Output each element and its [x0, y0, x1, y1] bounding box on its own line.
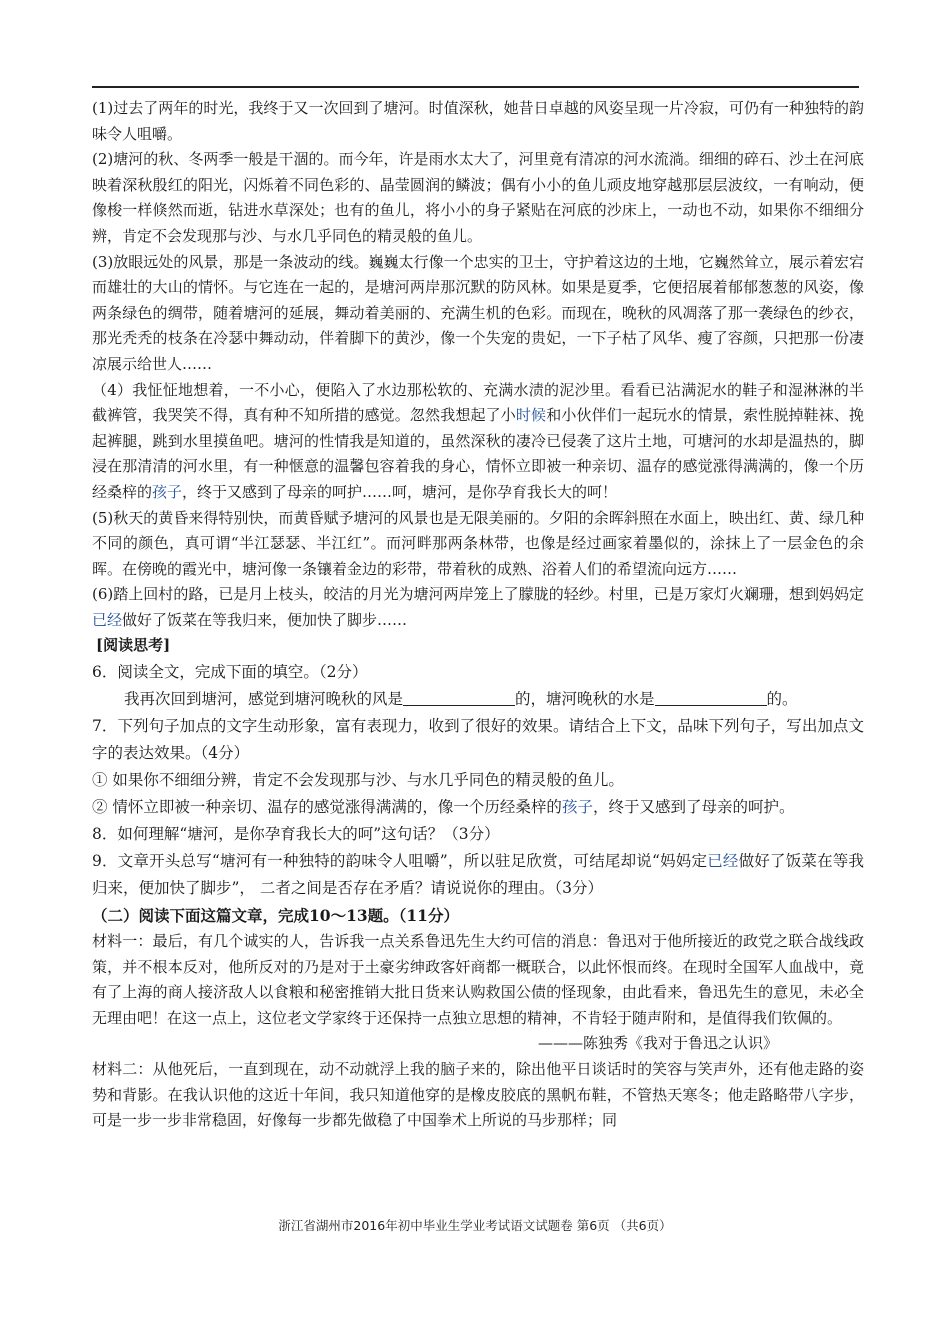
- passage-paragraph-4: [92, 378, 864, 506]
- passage-paragraph-1: (1)过去了两年的时光，我终于又一次回到了塘河。时值深秋，她昔日卓越的风姿呈现一片冷寂，可仍有一种独特的韵味令人咀嚼。: [92, 99, 864, 143]
- q6-blank-1[interactable]: [403, 690, 515, 706]
- passage-paragraph-3: (3)放眼远处的风景，那是一条波动的线。巍巍太行像一个忠实的卫士，守护着这边的土地，它巍然耸立，展示着宏宕而雄壮的大山的情怀。与它连在一起的，是塘河两岸那沉默的防风林。如果是夏季，它便招展着郁郁葱葱的风姿，像两条绿色的绸带，随着塘河的延展，舞动着美丽的、充满生机的色彩。而现在，晚秋的风凋落了那一袭绿色的纱衣，那光秃秃的枝条在冷瑟中舞动动，伴着脚下的黄沙，像一个失宠的贵妃，一下子枯了风华、瘦了容颜，只把那一份凄凉展示给世人……: [92, 252, 864, 373]
- page-content: [92, 96, 864, 1134]
- material-2: 材料二：从他死后，一直到现在，动不动就浮上我的脑子来的，除出他平日谈话时的笑容与笑声外，还有他走路的姿势和背影。在我认识他的这近十年间，我只知道他穿的是橡皮胶底的黑帆布鞋，不管热天寒冬；他走路略带八字步，可是一步一步非常稳固，好像每一步都先做稳了中国拳术上所说的马步那样；同: [92, 1060, 864, 1130]
- question-6-fill: [92, 686, 864, 713]
- p4-text-c: ，终于又感到了母亲的呵护……呵，塘河，是你孕育我长大的呵！: [182, 482, 618, 501]
- question-7-label: 7．下列句子加点的文字生动形象，富有表现力，收到了很好的效果。请结合上下文，品味下列句子，写出加点文字的表达效果。（4分）: [92, 717, 864, 763]
- p4-text-b: 和小伙伴们一起玩水的情景，索性脱掉鞋袜、挽起裤腿，跳到水里摸鱼吧。塘河的性情我是知道的，虽然深秋的凄冷已侵袭了这片土地，可塘河的水却是温热的，脚浸在那清清的河水里，有一种惬意的温馨包容着我的身心，情怀立即被一种亲切、温存的感觉涨得满满的，像一个历经桑梓的: [92, 406, 864, 501]
- q6-part-3: 的。: [766, 690, 798, 709]
- passage-paragraph-6: [92, 582, 864, 633]
- p4-highlight-1: 时候: [515, 406, 547, 425]
- q6-part-1: 我再次回到塘河，感觉到塘河晚秋的风是: [124, 690, 404, 709]
- question-9: [92, 848, 864, 902]
- q9-highlight: 已经: [707, 852, 739, 871]
- q6-part-2: 的，塘河晚秋的水是: [515, 690, 655, 709]
- page-footer: 浙江省湖州市2016年初中毕业生学业考试语文试题卷 第6页 （共6页）: [278, 1218, 672, 1233]
- q9-text-b: 做好了饭菜在等我归来，便加快了脚步”， 二者之间是否存在矛盾？请说说你的理由。（3分）: [92, 852, 864, 898]
- q6-blank-2[interactable]: [655, 690, 767, 706]
- q7-item2-highlight: 孩子: [561, 798, 593, 817]
- p6-highlight: 已经: [92, 610, 123, 629]
- question-8: 8．如何理解“塘河，是你孕育我长大的呵”这句话？（3分）: [92, 825, 500, 844]
- section-2-heading: （二）阅读下面这篇文章，完成10～13题。（11分）: [92, 906, 459, 926]
- passage-paragraph-2: (2)塘河的秋、冬两季一般是干涸的。而今年，许是雨水太大了，河里竟有清凉的河水流淌。细细的碎石、沙土在河底映着深秋殷红的阳光，闪烁着不同色彩的、晶莹圆润的鳞波；偶有小小的鱼儿顽皮地穿越那层层波纹，一有响动，便像梭一样倏然而逝，钻进水草深处；也有的鱼儿，将小小的身子紧贴在河底的沙床上，一动也不动，如果你不细细分辨，肯定不会发现那与沙、与水几乎同色的精灵般的鱼儿。: [92, 150, 864, 245]
- reading-section-heading: [阅读思考]: [96, 636, 171, 655]
- p6-text-a: (6)踏上回村的路，已是月上枝头，皎洁的月光为塘河两岸笼上了朦胧的轻纱。村里，已是万家灯火斓珊，想到妈妈定: [92, 585, 864, 604]
- material-1: 材料一：最后，有几个诚实的人，告诉我一点关系鲁迅先生大约可信的消息：鲁迅对于他所接近的政党之联合战线政策，并不根本反对，他所反对的乃是对于土豪劣绅政客奸商都一概联合，以此怀恨而终。在现时全国军人血战中，竟有了上海的商人接济敌人以食粮和秘密推销大批日货来认购救国公债的怪现象，由此看来，鲁迅先生的意见，未必全无理由吧！在这一点上，这位老文学家终于还保持一点独立思想的精神，不肯轻于随声附和，是值得我们钦佩的。: [92, 932, 864, 1027]
- question-7-item-2: [92, 794, 864, 821]
- p4-text-a: （4）我怔怔地想着，一不小心，便陷入了水边那松软的、充满水渍的泥沙里。看看已沾满泥水的鞋子和湿淋淋的半截裤管，我哭笑不得，真有种不知所措的感觉。忽然我想起了小: [92, 380, 864, 425]
- question-6-label: 6．阅读全文，完成下面的填空。（2分）: [92, 663, 368, 682]
- q7-item2-text-b: ，终于又感到了母亲的呵护。: [592, 798, 795, 817]
- p4-highlight-2: 孩子: [152, 482, 183, 501]
- p6-text-b: 做好了饭菜在等我归来，便加快了脚步……: [122, 610, 408, 629]
- q9-text-a: 9．文章开头总写“塘河有一种独特的韵味令人咀嚼”，所以驻足欣赏，可结尾却说“妈妈定: [92, 852, 708, 871]
- question-7-item-1: ① 如果你不细细分辨，肯定不会发现那与沙、与水几乎同色的精灵般的鱼儿。: [92, 771, 624, 790]
- top-rule: [92, 86, 859, 88]
- passage-paragraph-5: (5)秋天的黄昏来得特别快，而黄昏赋予塘河的风景也是无限美丽的。夕阳的余晖斜照在水面上，映出红、黄、绿几种不同的颜色，真可谓“半江瑟瑟、半江红”。而河畔那两条林带，也像是经过画家着墨似的，涂抹上了一层金色的余晖。在傍晚的霞光中，塘河像一条镶着金边的彩带，带着秋的成熟、浴着人们的希望流向远方……: [92, 508, 864, 578]
- q7-item2-text-a: ② 情怀立即被一种亲切、温存的感觉涨得满满的，像一个历经桑梓的: [92, 798, 562, 817]
- material-1-source: ———陈独秀《我对于鲁迅之认识》: [537, 1034, 778, 1053]
